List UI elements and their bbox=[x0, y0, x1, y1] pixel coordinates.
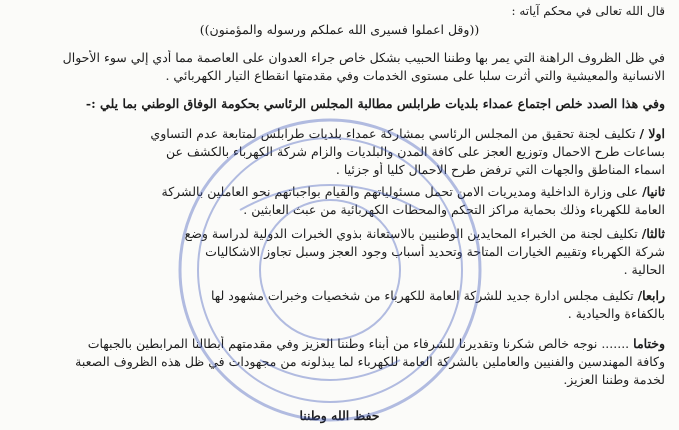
item-fourth-label: رابعا/ bbox=[637, 288, 665, 303]
closing-line-2: وكافة المهندسين والفنيين والعاملين بالشركة العامة للكهرباء لما يبذلونه من مجهودات في ظل هذه الظروف الصعبة bbox=[75, 354, 665, 369]
item-third-line-3: الحالية . bbox=[623, 262, 665, 277]
item-first-line-2: بساعات طرح الاحمال وتوزيع العجز على كافة المدن والبلديات والزام شركة الكهرباء بالكشف عن bbox=[166, 144, 665, 159]
closing-text: ....... نوجه خالص شكرنا وتقديرنا للشرفاء من أبناء وطننا العزيز وفي مقدمتهم أبطالنا المرابطين بالجبهات bbox=[87, 336, 630, 351]
closing-line-1 bbox=[14, 336, 665, 352]
item-second-text: على وزارة الداخلية ومديريات الامن تحمل مسئولياتهم والقيام بواجباتهم نحو العاملين بالشركة bbox=[161, 184, 639, 199]
item-first-line-1 bbox=[14, 126, 665, 142]
item-first-text: تكليف لجنة تحقيق من المجلس الرئاسي بمشاركة عمداء بلديات طرابلس لمتابعة عدم التساوي bbox=[150, 126, 636, 141]
intro-paragraph-line-2: الانسانية والمعيشية والتي أثرت سلبا على مستوى الخدمات وفي مقدمتها انقطاع التيار الكهربائي . bbox=[165, 68, 665, 83]
item-fourth-line-1 bbox=[14, 288, 665, 304]
item-second-line-1 bbox=[14, 184, 665, 200]
closing-line-3: لخدمة وطننا العزيز. bbox=[563, 372, 665, 387]
intro-paragraph-line-1: في ظل الظروف الراهنة التي يمر بها وطننا الحبيب بشكل خاص جراء العدوان على العاصمة مما أدي إلي سوء الأحوال bbox=[62, 50, 665, 65]
item-third-line-2: شركة الكهرباء وتقييم الخيارات المتاحة وتحديد أسباب وجود العجز وسبل تجاوز الاشكاليات bbox=[205, 244, 665, 259]
quran-intro: قال الله تعالى في محكم آياته : bbox=[511, 4, 665, 18]
item-third-line-1 bbox=[14, 226, 665, 242]
quran-verse: ((وقل اعملوا فسيرى الله عملكم ورسوله والمؤمنون)) bbox=[199, 22, 480, 37]
resolution-heading: وفي هذا الصدد خلص اجتماع عمداء بلديات طرابلس مطالبة المجلس الرئاسي بحكومة الوفاق الوطني بما يلي :- bbox=[85, 96, 665, 111]
item-third-label: ثالثا/ bbox=[641, 226, 665, 241]
closing-label: وختاما bbox=[633, 336, 665, 351]
item-first-line-3: اسماء المناطق والجهات التي ترفض طرح الاحمال كليا أو جزئيا . bbox=[335, 162, 665, 177]
item-fourth-line-2: بالكفاءة والحيادية . bbox=[567, 306, 665, 321]
item-fourth-text: تكليف مجلس ادارة جديد للشركة العامة للكهرباء من شخصيات وخبرات مشهود لها bbox=[210, 288, 634, 303]
item-second-line-2: العامة للكهرباء وذلك بحماية مراكز التحكم والمحطات الكهربائية من عبث العابثين . bbox=[243, 202, 665, 217]
item-third-text: تكليف لجنة من الخبراء المحايدين الوطنيين بالاستعانة بذوي الخبرات الدولية لدراسة وضع bbox=[184, 226, 638, 241]
item-first-label: اولا / bbox=[639, 126, 665, 141]
footer-blessing: حفظ الله وطننا bbox=[299, 408, 380, 423]
item-second-label: ثانيا/ bbox=[642, 184, 665, 199]
